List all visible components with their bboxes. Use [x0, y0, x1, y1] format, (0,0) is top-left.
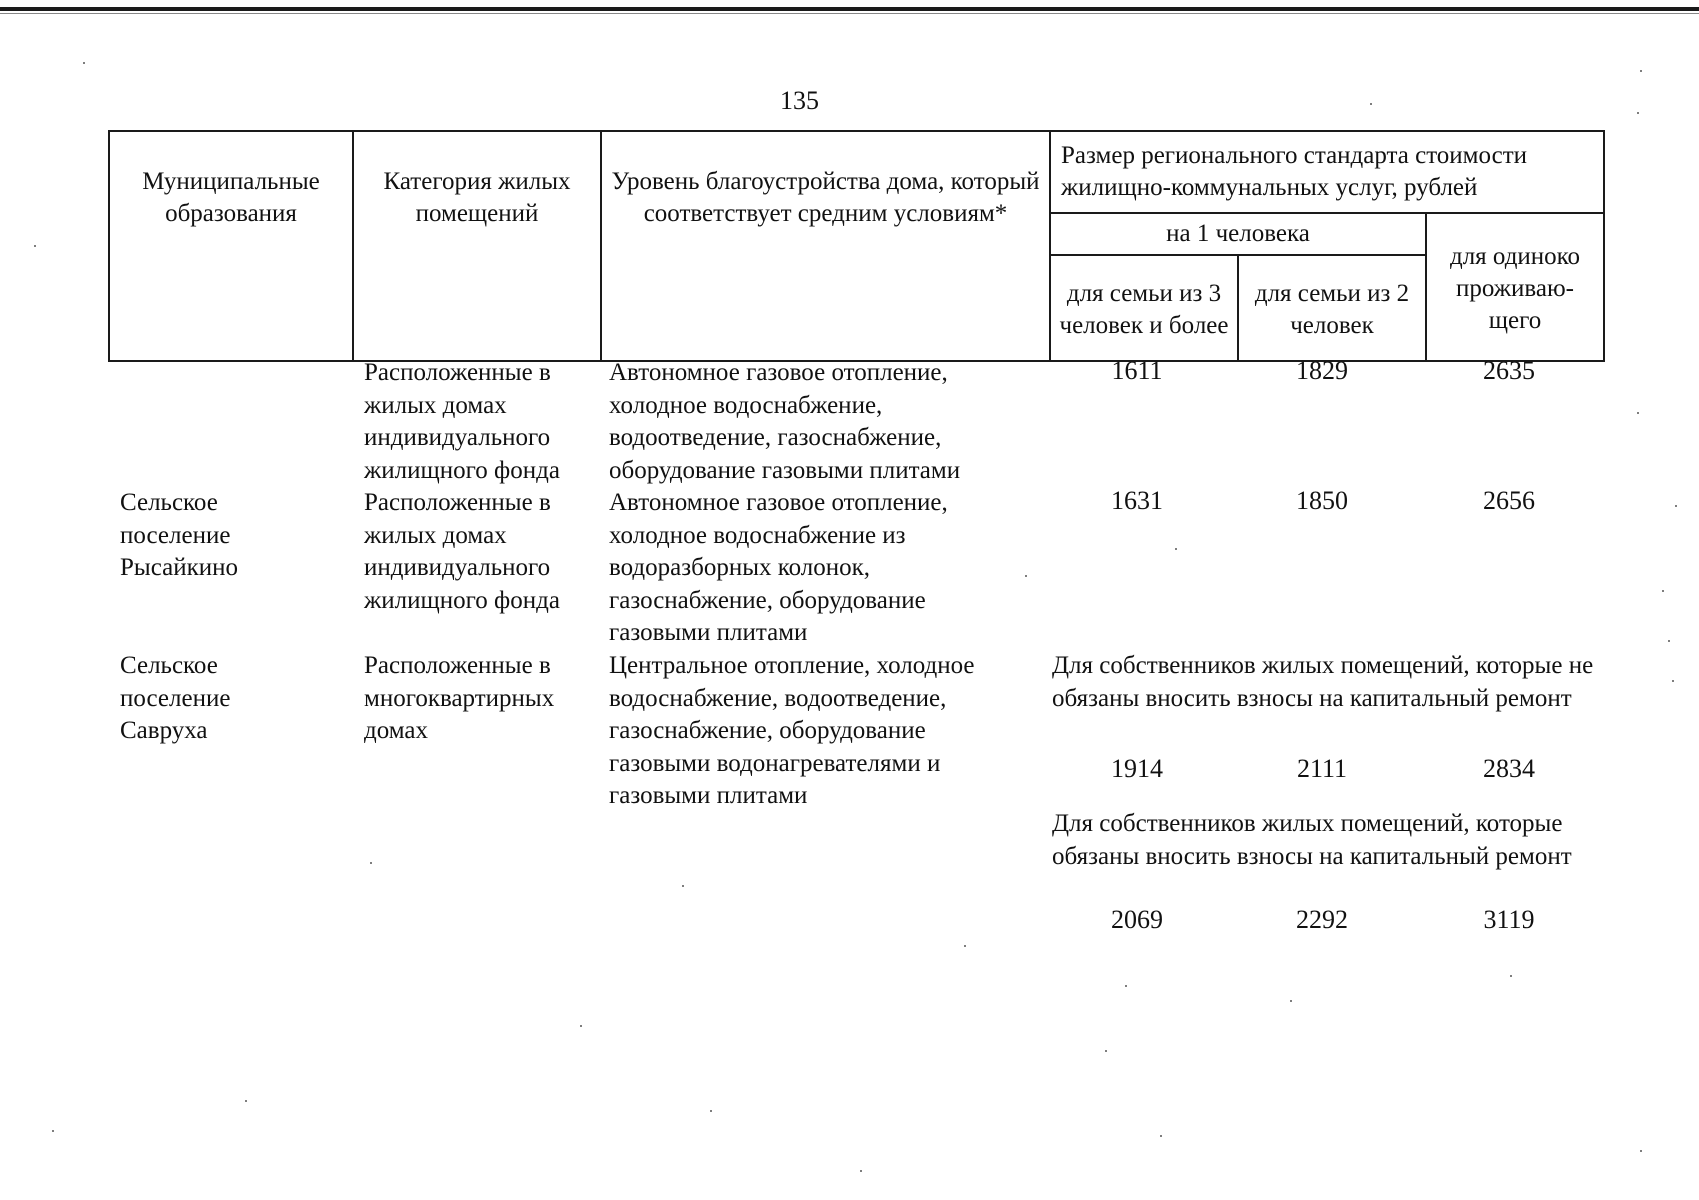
scan-speck	[1637, 112, 1639, 114]
header-category: Категория жилых помещений	[353, 131, 601, 361]
row3-note-no-fee: Для собственников жилых помещений, которые не обязаны вносить взносы на капитальный ремонт	[1052, 652, 1594, 712]
scan-speck	[710, 1110, 712, 1112]
table-header	[108, 130, 1605, 362]
scan-speck	[860, 1170, 862, 1172]
scan-speck	[245, 1100, 247, 1102]
row3-municipality: Сельское поселение Савруха	[120, 652, 231, 744]
scan-speck	[34, 245, 36, 247]
row1-family2: 1829	[1296, 356, 1348, 385]
scan-speck	[1637, 412, 1639, 414]
scan-speck	[1105, 1050, 1107, 1052]
row1-single: 2635	[1483, 356, 1535, 385]
scan-speck	[52, 1130, 54, 1132]
row3-no-fee-single: 2834	[1483, 754, 1535, 783]
row1-family3: 1611	[1111, 356, 1163, 385]
scan-speck	[1510, 975, 1512, 977]
scan-speck	[1640, 70, 1642, 72]
scan-speck	[370, 862, 372, 864]
row2-family3: 1631	[1111, 486, 1163, 515]
scan-border-line	[0, 13, 1699, 14]
header-family3: для семьи из 3 человек и более	[1050, 255, 1238, 361]
scan-speck	[580, 1025, 582, 1027]
header-size-title: Размер регионального стандарта стоимости жилищно-коммунальных услуг, рублей	[1050, 131, 1604, 213]
header-municipality: Муниципальные образования	[109, 131, 353, 361]
scan-speck	[682, 885, 684, 887]
scan-border-top	[0, 7, 1699, 11]
row3-note-fee: Для собственников жилых помещений, которые обязаны вносить взносы на капитальный ремонт	[1052, 810, 1572, 870]
page-number: 135	[780, 86, 819, 115]
scan-speck	[1672, 680, 1674, 682]
header-level: Уровень благоустройства дома, который соответствует средним условиям*	[601, 131, 1050, 361]
scan-speck	[1370, 103, 1372, 105]
row3-category: Расположенные в многоквартирных домах	[364, 652, 555, 744]
row2-family2: 1850	[1296, 486, 1348, 515]
scan-speck	[964, 945, 966, 947]
row2-category: Расположенные в жилых домах индивидуального жилищного фонда	[364, 489, 560, 614]
scan-speck	[1668, 640, 1670, 642]
row2-single: 2656	[1483, 486, 1535, 515]
scan-speck	[1640, 1150, 1642, 1152]
scan-speck	[1025, 575, 1027, 577]
scan-speck	[1160, 1135, 1162, 1137]
row3-fee-single: 3119	[1483, 905, 1535, 934]
scan-speck	[1675, 505, 1677, 507]
row1-level: Автономное газовое отопление, холодное водоснабжение, водоотведение, газоснабжение, оборудование газовыми плитами	[609, 359, 961, 484]
scan-speck	[1175, 548, 1177, 550]
row3-no-fee-family2: 2111	[1296, 754, 1348, 783]
row3-no-fee-family3: 1914	[1111, 754, 1163, 783]
row3-fee-family3: 2069	[1111, 905, 1163, 934]
row3-fee-family2: 2292	[1296, 905, 1348, 934]
scan-speck	[1662, 590, 1664, 592]
header-family2: для семьи из 2 человек	[1238, 255, 1426, 361]
row2-level: Автономное газовое отопление, холодное водоснабжение из водоразборных колонок, газоснабжение, оборудование газовыми плитами	[609, 489, 948, 646]
scan-speck	[1125, 985, 1127, 987]
header-per-person: на 1 человека	[1050, 213, 1426, 255]
row3-level: Центральное отопление, холодное водоснабжение, водоотведение, газоснабжение, оборудование газовыми водонагревателями и газовыми плитами	[609, 652, 975, 809]
row1-category: Расположенные в жилых домах индивидуального жилищного фонда	[364, 359, 560, 484]
scan-speck	[1290, 1000, 1292, 1002]
row2-municipality: Сельское поселение Рысайкино	[120, 489, 238, 581]
scan-speck	[83, 62, 85, 64]
header-single: для одиноко проживаю-щего	[1426, 213, 1604, 361]
